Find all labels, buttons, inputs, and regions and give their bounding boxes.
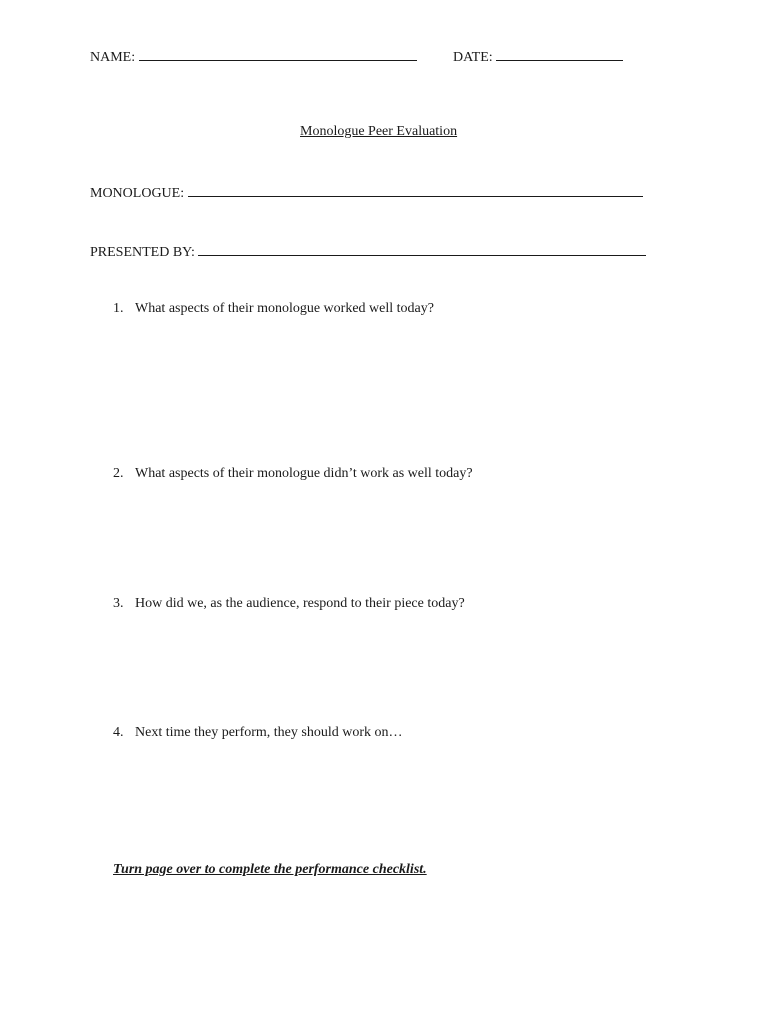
question-1 xyxy=(113,301,434,317)
date-label: DATE: xyxy=(453,50,493,65)
question-text: What aspects of their monologue didn’t work as well today? xyxy=(135,466,473,481)
page-title: Monologue Peer Evaluation xyxy=(300,124,458,139)
name-blank[interactable] xyxy=(139,47,417,61)
question-number: 3. xyxy=(113,596,124,611)
footer-note: Turn page over to complete the performance checklist. xyxy=(113,862,427,877)
date-blank[interactable] xyxy=(496,47,623,61)
name-label: NAME: xyxy=(90,50,136,65)
presented-by-blank[interactable] xyxy=(198,242,646,256)
name-row xyxy=(90,47,417,66)
presented-by-label: PRESENTED BY: xyxy=(90,245,195,260)
question-text: How did we, as the audience, respond to their piece today? xyxy=(135,596,465,611)
date-row xyxy=(453,47,623,66)
presented-by-row xyxy=(90,242,646,261)
question-number: 1. xyxy=(113,301,124,316)
question-number: 2. xyxy=(113,466,124,481)
monologue-row xyxy=(90,183,643,202)
question-text: Next time they perform, they should work on… xyxy=(135,725,403,740)
question-3 xyxy=(113,596,465,612)
question-text: What aspects of their monologue worked well today? xyxy=(135,301,434,316)
question-2 xyxy=(113,466,473,482)
monologue-blank[interactable] xyxy=(188,183,643,197)
monologue-label: MONOLOGUE: xyxy=(90,186,185,201)
question-number: 4. xyxy=(113,725,124,740)
question-4 xyxy=(113,725,403,741)
